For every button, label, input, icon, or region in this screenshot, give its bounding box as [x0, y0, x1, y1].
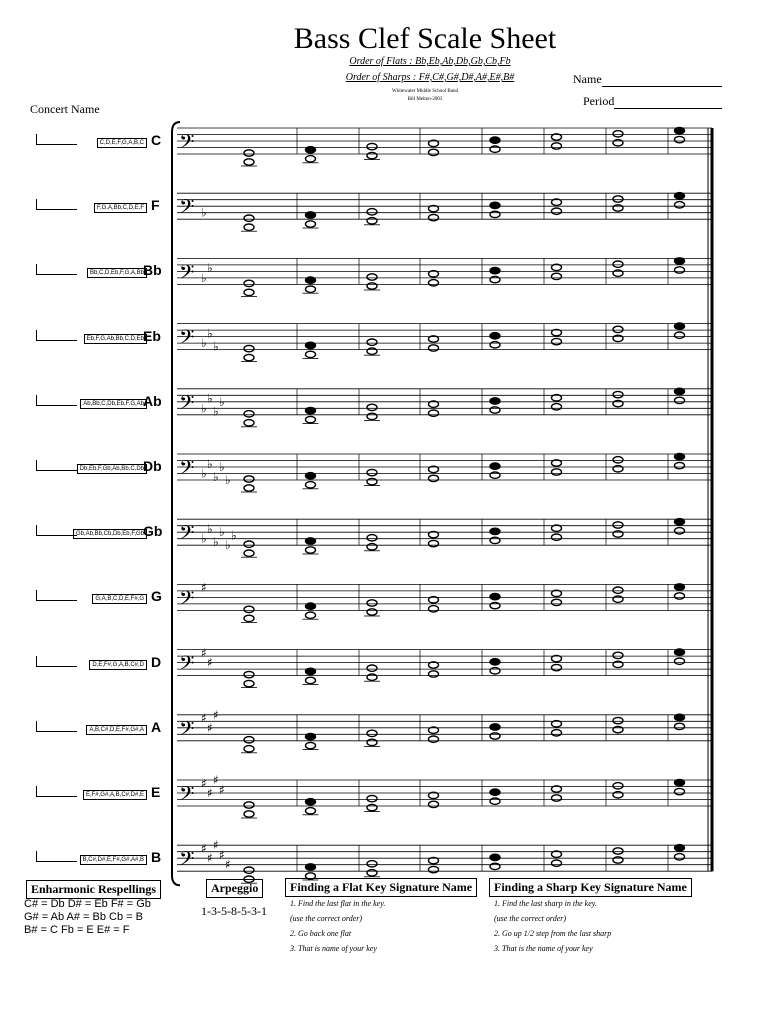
whole-note: [490, 276, 500, 282]
whole-note: [367, 609, 377, 615]
note-head: [613, 326, 623, 332]
note-head: [490, 724, 500, 730]
note-head: [306, 407, 316, 413]
bass-clef-icon: 𝄢: [179, 521, 195, 550]
whole-note: [552, 143, 562, 149]
flat-icon: ♭: [225, 538, 231, 553]
sharp-step-3: 2. Go up 1/2 step from the last sharp: [494, 929, 612, 938]
note-head: [306, 733, 316, 739]
sharp-step-2: (use the correct order): [494, 914, 567, 923]
note-head: [306, 864, 316, 870]
note-head: [490, 137, 500, 143]
scale-notes-b: B,C#,D#,E,F#,G#,A#,B: [80, 855, 147, 865]
note-head: [490, 659, 500, 665]
whole-note: [429, 280, 439, 286]
whole-note: [367, 348, 377, 354]
whole-note: [613, 661, 623, 667]
whole-note: [552, 795, 562, 801]
flat-key-title: Finding a Flat Key Signature Name: [285, 878, 477, 897]
sharp-icon: ♯: [207, 851, 213, 866]
whole-note: [490, 472, 500, 478]
whole-note: [244, 680, 254, 686]
bass-clef-icon: 𝄢: [179, 195, 195, 224]
whole-note: [613, 596, 623, 602]
flat-icon: ♭: [201, 466, 207, 481]
note-head: [244, 345, 254, 351]
note-head: [367, 861, 377, 867]
note-head: [675, 258, 685, 264]
flat-key-steps: [290, 896, 385, 956]
whole-note: [490, 407, 500, 413]
sharp-icon: ♯: [213, 773, 219, 787]
key-name-eb: Eb: [143, 327, 161, 344]
sharp-icon: ♯: [201, 841, 207, 856]
flat-icon: ♭: [213, 339, 219, 354]
scale-notes-ab: Ab,Bb,C,Db,Eb,F,G,Ab: [80, 399, 147, 409]
whole-note: [613, 792, 623, 798]
sharp-step-4: 3. That is the name of your key: [494, 944, 593, 953]
whole-note: [244, 811, 254, 817]
whole-note: [490, 602, 500, 608]
whole-note: [490, 537, 500, 543]
whole-note: [675, 854, 685, 860]
whole-note: [675, 658, 685, 664]
note-head: [306, 342, 316, 348]
bass-clef-icon: 𝄢: [179, 390, 195, 419]
note-head: [675, 584, 685, 590]
flat-step-2: (use the correct order): [290, 914, 363, 923]
whole-note: [675, 332, 685, 338]
note-head: [675, 127, 685, 133]
scale-notes-gb: Gb,Ab,Bb,Cb,Db,Eb,F,Gb: [73, 529, 147, 539]
whole-note: [429, 214, 439, 220]
whole-note: [490, 342, 500, 348]
whole-note: [613, 726, 623, 732]
whole-note: [306, 482, 316, 488]
school-name: Whitewater Middle School Band: [392, 89, 458, 94]
key-name-bb: Bb: [143, 262, 162, 279]
flat-icon: ♭: [213, 404, 219, 419]
note-head: [367, 209, 377, 215]
whole-note: [306, 547, 316, 553]
whole-note: [613, 466, 623, 472]
note-head: [490, 398, 500, 404]
scale-notes-g: G,A,B,C,D,E,F#,G: [92, 594, 147, 604]
whole-note: [244, 224, 254, 230]
note-head: [306, 603, 316, 609]
whole-note: [675, 593, 685, 599]
note-head: [490, 593, 500, 599]
whole-note: [429, 540, 439, 546]
whole-note: [613, 335, 623, 341]
sharp-icon: ♯: [207, 655, 213, 670]
whole-note: [306, 742, 316, 748]
note-head: [367, 143, 377, 149]
note-head: [613, 261, 623, 267]
whole-note: [367, 870, 377, 876]
scale-notes-a: A,B,C#,D,E,F#,G#,A: [86, 725, 147, 735]
sharp-icon: ♯: [225, 857, 231, 872]
note-head: [675, 388, 685, 394]
key-name-ab: Ab: [143, 392, 162, 409]
note-head: [244, 411, 254, 417]
whole-note: [675, 462, 685, 468]
flat-icon: ♭: [201, 531, 207, 546]
whole-note: [367, 544, 377, 550]
whole-note: [429, 671, 439, 677]
note-head: [490, 333, 500, 339]
whole-note: [490, 798, 500, 804]
key-name-db: Db: [143, 458, 162, 474]
whole-note: [429, 866, 439, 872]
note-head: [244, 476, 254, 482]
note-head: [306, 538, 316, 544]
whole-note: [552, 730, 562, 736]
whole-note: [613, 270, 623, 276]
whole-note: [367, 152, 377, 158]
note-head: [675, 649, 685, 655]
scale-notes-d: D,E,F#,G,A,B,C#,D: [89, 660, 147, 670]
bass-clef-icon: 𝄢: [179, 325, 195, 354]
whole-note: [490, 211, 500, 217]
note-head: [490, 267, 500, 273]
whole-note: [552, 664, 562, 670]
scale-notes-db: Db,Eb,F,Gb,Ab,Bb,C,Db: [77, 464, 147, 474]
whole-note: [306, 221, 316, 227]
whole-note: [490, 146, 500, 152]
name-label: Name: [573, 72, 602, 86]
concert-name-label: Concert Name: [30, 102, 100, 116]
note-head: [490, 202, 500, 208]
flat-icon: ♭: [213, 469, 219, 484]
whole-note: [244, 420, 254, 426]
whole-note: [244, 289, 254, 295]
note-head: [244, 541, 254, 547]
note-head: [367, 339, 377, 345]
bass-clef-icon: 𝄢: [179, 651, 195, 680]
sharp-icon: ♯: [201, 645, 207, 660]
whole-note: [367, 413, 377, 419]
whole-note: [306, 677, 316, 683]
note-head: [306, 147, 316, 153]
note-head: [367, 404, 377, 410]
whole-note: [429, 149, 439, 155]
note-head: [613, 391, 623, 397]
sharp-key-steps: [494, 896, 611, 956]
note-head: [675, 193, 685, 199]
sharp-icon: ♯: [201, 776, 207, 791]
bass-clef-icon: 𝄢: [179, 456, 195, 484]
sharp-key-title: Finding a Sharp Key Signature Name: [489, 878, 692, 897]
whole-note: [367, 283, 377, 289]
note-head: [244, 802, 254, 808]
whole-note: [367, 478, 377, 484]
note-head: [367, 795, 377, 801]
whole-note: [675, 723, 685, 729]
flat-icon: ♭: [213, 534, 219, 549]
whole-note: [675, 528, 685, 534]
whole-note: [675, 136, 685, 142]
whole-note: [244, 354, 254, 360]
flat-icon: ♭: [201, 336, 207, 351]
whole-note: [552, 469, 562, 475]
flat-icon: ♭: [219, 394, 225, 409]
whole-note: [429, 475, 439, 481]
scale-notes-eb: Eb,F,G,Ab,Bb,C,D,Eb: [84, 334, 147, 344]
whole-note: [552, 404, 562, 410]
note-head: [306, 212, 316, 218]
flat-icon: ♭: [207, 521, 213, 536]
flat-icon: ♭: [207, 456, 213, 471]
whole-note: [306, 416, 316, 422]
key-name-e: E: [151, 784, 161, 800]
note-head: [490, 463, 500, 469]
whole-note: [244, 746, 254, 752]
enharmonic-line-3: B# = C Fb = E E# = F: [24, 924, 130, 936]
key-name-f: F: [151, 197, 160, 214]
note-head: [367, 730, 377, 736]
sharp-icon: ♯: [201, 711, 207, 726]
enharmonic-title: Enharmonic Respellings: [26, 880, 161, 899]
scale-notes-bb: Bb,C,D,Eb,F,G,A,Bb: [87, 268, 147, 278]
sharp-icon: ♯: [207, 786, 213, 800]
note-head: [613, 457, 623, 463]
flat-icon: ♭: [231, 528, 237, 543]
note-head: [244, 606, 254, 612]
key-name-b: B: [151, 849, 162, 866]
flat-icon: ♭: [201, 205, 207, 220]
note-head: [675, 323, 685, 329]
note-head: [613, 717, 623, 723]
key-name-c: C: [151, 132, 162, 148]
whole-note: [613, 857, 623, 863]
whole-note: [613, 140, 623, 146]
whole-note: [429, 410, 439, 416]
whole-note: [552, 273, 562, 279]
enharmonic-line-1: C# = Db D# = Eb F# = Gb: [24, 898, 151, 910]
note-head: [613, 783, 623, 789]
note-head: [490, 789, 500, 795]
bass-clef-icon: 𝄢: [179, 586, 195, 615]
flat-step-3: 2. Go back one flat: [290, 929, 352, 938]
flat-icon: ♭: [207, 326, 213, 341]
flat-icon: ♭: [207, 391, 213, 406]
flat-icon: ♭: [219, 460, 225, 474]
note-head: [306, 277, 316, 283]
whole-note: [367, 739, 377, 745]
sharp-icon: ♯: [219, 782, 225, 797]
note-head: [244, 671, 254, 677]
whole-note: [675, 267, 685, 273]
whole-note: [244, 550, 254, 556]
note-head: [244, 737, 254, 743]
whole-note: [552, 534, 562, 540]
page-title: Bass Clef Scale Sheet: [293, 22, 557, 55]
bass-clef-icon: 𝄢: [179, 847, 195, 876]
flat-icon: ♭: [219, 525, 225, 540]
whole-note: [244, 615, 254, 621]
whole-note: [552, 338, 562, 344]
note-head: [244, 150, 254, 156]
whole-note: [613, 205, 623, 211]
whole-note: [306, 351, 316, 357]
whole-note: [367, 674, 377, 680]
whole-note: [429, 606, 439, 612]
note-head: [613, 196, 623, 202]
flat-icon: ♭: [225, 473, 231, 487]
whole-note: [306, 156, 316, 162]
whole-note: [429, 736, 439, 742]
whole-note: [675, 202, 685, 208]
whole-note: [367, 804, 377, 810]
arpeggio-pattern: 1-3-5-8-5-3-1: [201, 904, 267, 918]
note-head: [675, 453, 685, 459]
system-bracket: [172, 122, 180, 885]
bass-clef-icon: 𝄢: [179, 782, 195, 810]
whole-note: [429, 345, 439, 351]
note-head: [613, 848, 623, 854]
note-head: [613, 652, 623, 658]
note-head: [367, 600, 377, 606]
note-head: [675, 519, 685, 525]
note-head: [675, 779, 685, 785]
key-name-a: A: [151, 718, 162, 735]
whole-note: [613, 400, 623, 406]
enharmonic-line-2: G# = Ab A# = Bb Cb = B: [24, 911, 143, 923]
order-of-flats: Order of Flats : Bb,Eb,Ab,Db,Gb,Cb,Fb: [349, 56, 511, 67]
scale-notes-e: E,F#,G#,A,B,C#,D#,E: [83, 790, 147, 800]
note-head: [613, 587, 623, 593]
note-head: [367, 535, 377, 541]
whole-note: [490, 733, 500, 739]
whole-note: [675, 788, 685, 794]
note-head: [367, 665, 377, 671]
note-head: [367, 274, 377, 280]
scale-notes-f: F,G,A,Bb,C,D,E,F: [94, 203, 147, 213]
flat-icon: ♭: [201, 401, 207, 416]
flat-step-1: 1. Find the last flat in the key.: [290, 899, 386, 908]
bass-clef-icon: 𝄢: [179, 716, 195, 745]
key-name-d: D: [151, 653, 162, 670]
scale-notes-c: C,D,E,F,G,A,B,C: [97, 138, 147, 148]
bass-clef-icon: 𝄢: [179, 130, 195, 158]
whole-note: [552, 208, 562, 214]
sharp-step-1: 1. Find the last sharp in the key.: [494, 899, 597, 908]
flat-icon: ♭: [201, 270, 207, 285]
whole-note: [552, 599, 562, 605]
bass-clef-icon: 𝄢: [179, 260, 195, 289]
note-head: [306, 799, 316, 805]
arpeggio-title: Arpeggio: [206, 879, 263, 898]
whole-note: [367, 218, 377, 224]
whole-note: [552, 860, 562, 866]
whole-note: [244, 159, 254, 165]
whole-note: [613, 531, 623, 537]
sharp-icon: ♯: [207, 720, 213, 735]
order-of-sharps: Order of Sharps : F#,C#,G#,D#,A#,E#,B#: [345, 72, 515, 83]
note-head: [613, 522, 623, 528]
note-head: [306, 473, 316, 479]
note-head: [306, 668, 316, 674]
sharp-icon: ♯: [213, 707, 219, 722]
whole-note: [429, 801, 439, 807]
whole-note: [490, 668, 500, 674]
key-name-g: G: [151, 588, 162, 605]
note-head: [244, 280, 254, 286]
whole-note: [244, 485, 254, 491]
note-head: [244, 867, 254, 873]
whole-note: [306, 612, 316, 618]
flat-step-4: 3. That is name of your key: [290, 944, 377, 953]
sharp-icon: ♯: [201, 580, 207, 595]
key-name-gb: Gb: [143, 523, 163, 540]
whole-note: [306, 808, 316, 814]
whole-note: [306, 286, 316, 292]
note-head: [490, 854, 500, 860]
whole-note: [675, 397, 685, 403]
sharp-icon: ♯: [213, 838, 219, 853]
note-head: [244, 215, 254, 221]
whole-note: [490, 863, 500, 869]
note-head: [490, 528, 500, 534]
note-head: [675, 845, 685, 851]
author-name: Bill Melton-2003: [407, 97, 443, 102]
sharp-icon: ♯: [219, 847, 225, 862]
note-head: [613, 131, 623, 137]
note-head: [367, 469, 377, 475]
period-label: Period: [583, 94, 615, 108]
flat-icon: ♭: [207, 261, 213, 276]
note-head: [675, 714, 685, 720]
